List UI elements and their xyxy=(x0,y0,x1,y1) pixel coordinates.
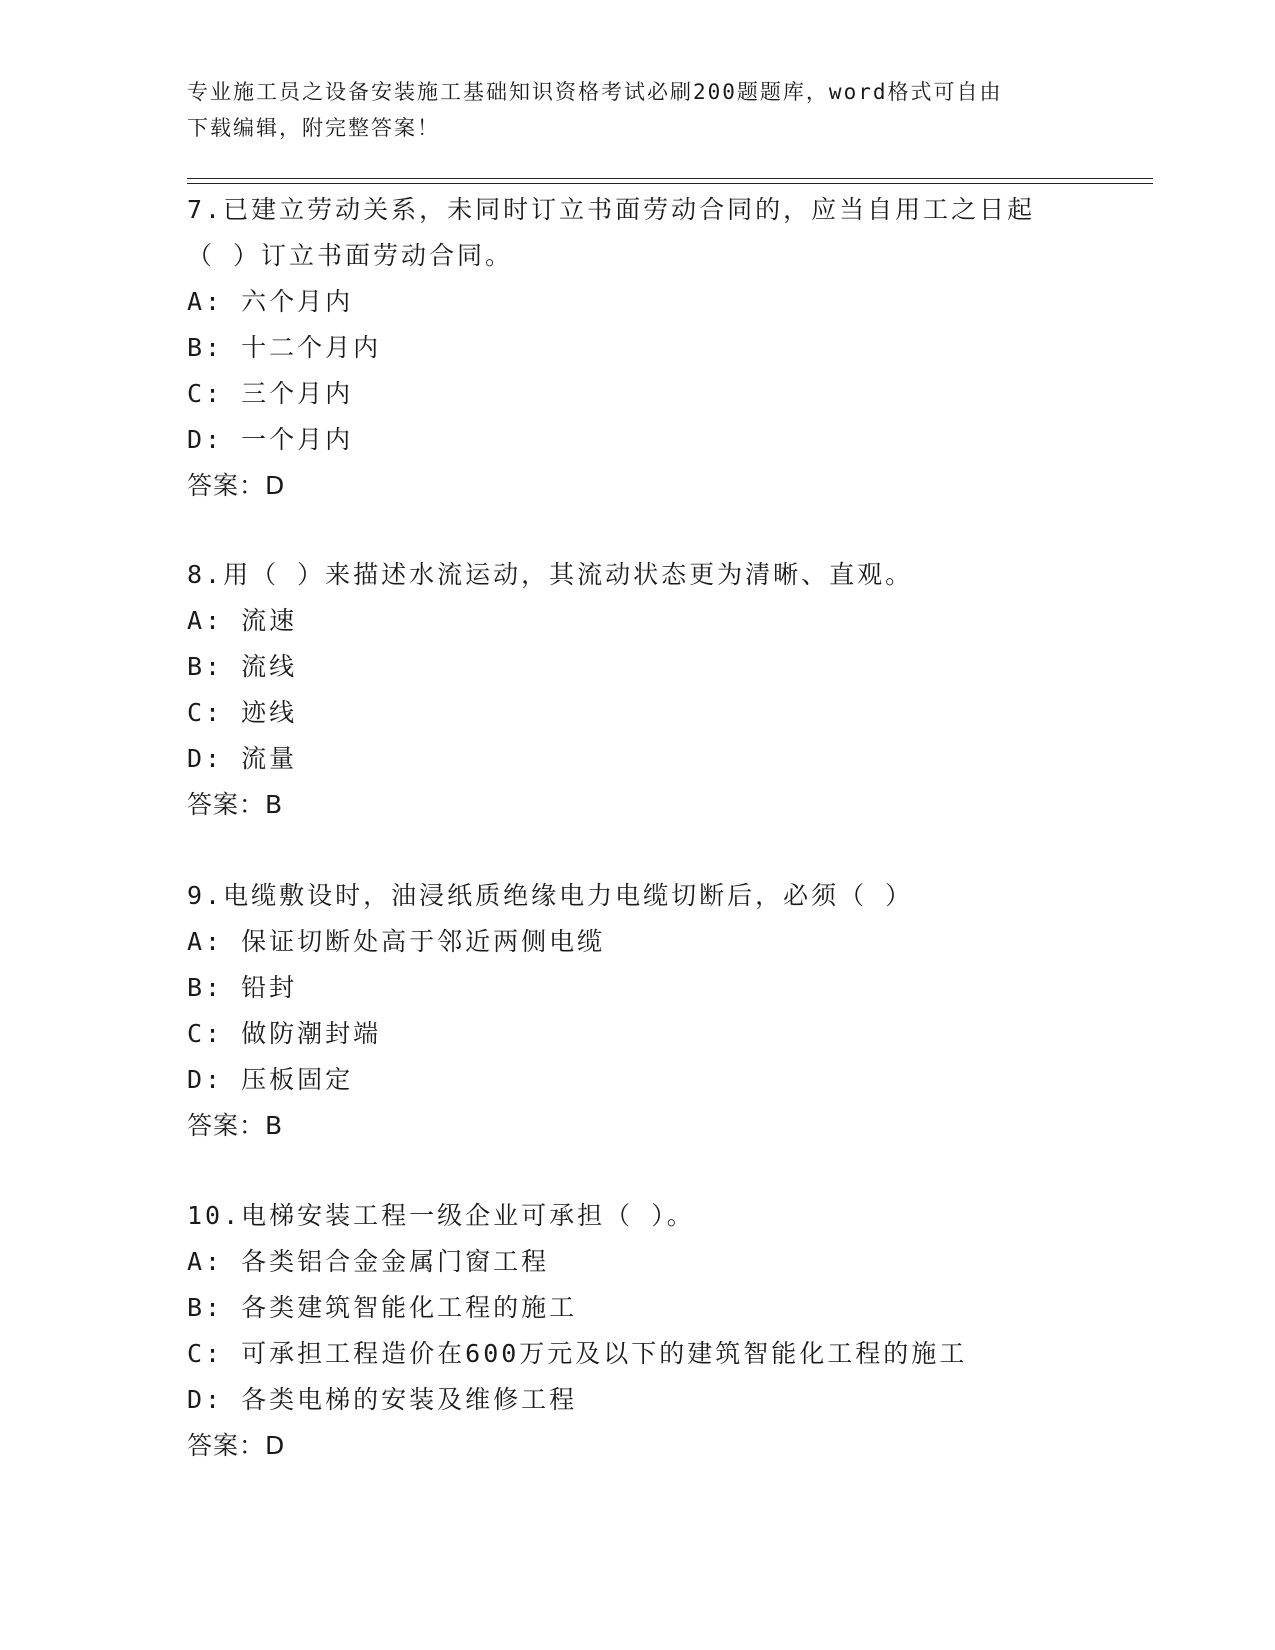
answer-line: 答案：D xyxy=(187,471,286,500)
option-c: C: 三个月内 xyxy=(187,379,354,408)
option-d: D: 一个月内 xyxy=(187,425,354,454)
option-d: D: 各类电梯的安装及维修工程 xyxy=(187,1385,578,1414)
question-10 xyxy=(187,1193,1107,1469)
option-b: B: 各类建筑智能化工程的施工 xyxy=(187,1293,578,1322)
answer-line: 答案：B xyxy=(187,790,284,819)
document-header xyxy=(187,74,1067,146)
question-stem-line: 8.用（ ）来描述水流运动，其流动状态更为清晰、直观。 xyxy=(187,560,914,589)
option-b: B: 流线 xyxy=(187,652,298,681)
question-stem-line: （ ）订立书面劳动合同。 xyxy=(187,241,514,270)
header-line-1: 专业施工员之设备安装施工基础知识资格考试必刷200题题库，word格式可自由 xyxy=(187,80,1003,104)
option-c: C: 可承担工程造价在600万元及以下的建筑智能化工程的施工 xyxy=(187,1339,968,1368)
question-7 xyxy=(187,187,1107,509)
answer-line: 答案：D xyxy=(187,1431,286,1460)
question-stem-line: 9.电缆敷设时，油浸纸质绝缘电力电缆切断后，必须（ ） xyxy=(187,881,914,910)
option-d: D: 压板固定 xyxy=(187,1065,354,1094)
option-c: C: 做防潮封端 xyxy=(187,1019,382,1048)
option-a: A: 保证切断处高于邻近两侧电缆 xyxy=(187,927,606,956)
header-divider-top xyxy=(187,178,1153,179)
header-line-2: 下载编辑，附完整答案！ xyxy=(187,116,440,140)
question-stem-line: 7.已建立劳动关系，未同时订立书面劳动合同的，应当自用工之日起 xyxy=(187,195,1036,224)
answer-line: 答案：B xyxy=(187,1111,284,1140)
option-b: B: 十二个月内 xyxy=(187,333,382,362)
header-divider-bottom xyxy=(187,183,1153,184)
question-9 xyxy=(187,873,1107,1149)
option-d: D: 流量 xyxy=(187,744,298,773)
question-8 xyxy=(187,552,1107,828)
option-b: B: 铅封 xyxy=(187,973,298,1002)
option-c: C: 迹线 xyxy=(187,698,298,727)
option-a: A: 六个月内 xyxy=(187,287,354,316)
option-a: A: 各类铝合金金属门窗工程 xyxy=(187,1247,550,1276)
question-stem-line: 10.电梯安装工程一级企业可承担（ ）。 xyxy=(187,1201,695,1230)
option-a: A: 流速 xyxy=(187,606,298,635)
